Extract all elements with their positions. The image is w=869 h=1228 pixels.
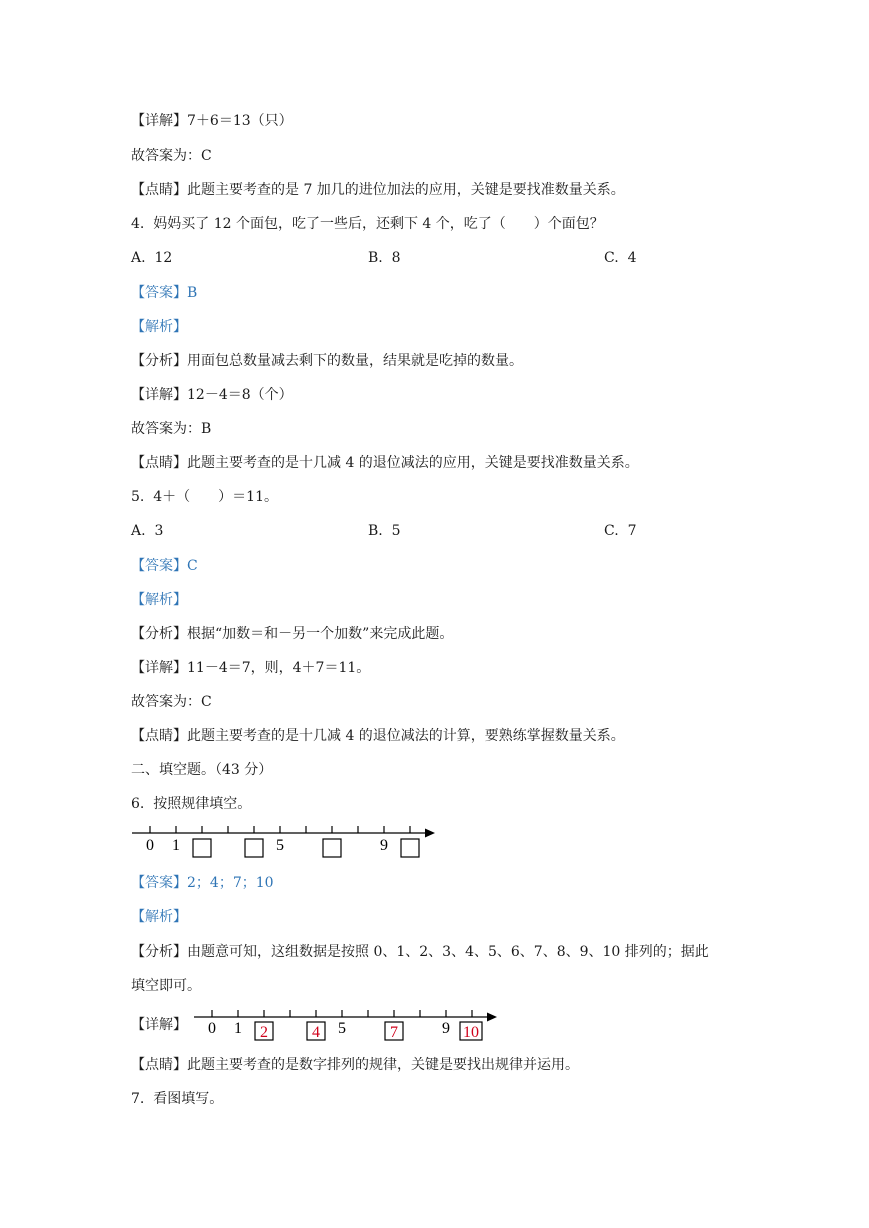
q4-fenxi: 【分析】用面包总数量减去剩下的数量，结果就是吃掉的数量。 (131, 353, 523, 369)
tick-label-5: 5 (276, 837, 284, 854)
q3-detail: 【详解】7＋6＝13（只） (131, 113, 293, 129)
q6-stem: 6. 按照规律填空。 (131, 796, 252, 812)
q5-stem: 5. 4＋（ ）＝11。 (131, 489, 278, 505)
q4-comment: 【点睛】此题主要考查的是十几减 4 的退位减法的应用，关键是要找准数量关系。 (131, 455, 639, 471)
q4-analysis-heading: 【解析】 (131, 319, 187, 335)
detail-tick-label-0: 0 (208, 1020, 216, 1037)
q6-detail-number-line (190, 1006, 500, 1046)
q5-option-b: B. 5 (368, 523, 401, 539)
detail-tick-label-1: 1 (234, 1020, 242, 1037)
tick-label-9: 9 (380, 837, 388, 854)
tick-label-1: 1 (172, 837, 180, 854)
q6-answer: 【答案】2；4；7；10 (131, 875, 274, 891)
q5-answer: 【答案】C (131, 558, 198, 574)
blank-box-4 (401, 839, 419, 857)
filled-value-7: 7 (390, 1024, 398, 1041)
q4-answer: 【答案】B (131, 285, 198, 301)
q5-detail: 【详解】11－4＝7，则，4＋7＝11。 (131, 660, 371, 676)
q5-final-answer: 故答案为：C (131, 694, 212, 710)
q3-final-answer: 故答案为：C (131, 148, 212, 164)
tick-label-0: 0 (146, 837, 154, 854)
blank-box-2 (245, 839, 263, 857)
section-heading: 二、填空题。（43 分） (131, 762, 273, 778)
q5-option-c: C. 7 (604, 523, 637, 539)
q5-analysis-heading: 【解析】 (131, 592, 187, 608)
q4-detail: 【详解】12－4＝8（个） (131, 387, 293, 403)
q7-stem: 7. 看图填写。 (131, 1091, 224, 1107)
q6-detail-label: 【详解】 (131, 1017, 187, 1033)
q6-number-line (128, 822, 440, 862)
blank-box-1 (193, 839, 211, 857)
filled-value-4: 4 (312, 1024, 320, 1041)
q6-comment: 【点睛】此题主要考查的是数字排列的规律，关键是要找出规律并运用。 (131, 1057, 579, 1073)
detail-tick-label-9: 9 (442, 1020, 450, 1037)
q6-fenxi-line2: 填空即可。 (131, 978, 201, 994)
q4-stem: 4. 妈妈买了 12 个面包，吃了一些后，还剩下 4 个，吃了（ ）个面包？ (131, 216, 604, 232)
q4-option-b: B. 8 (368, 250, 401, 266)
q5-comment: 【点睛】此题主要考查的是十几减 4 的退位减法的计算，要熟练掌握数量关系。 (131, 728, 625, 744)
q6-analysis-heading: 【解析】 (131, 909, 187, 925)
blank-box-3 (323, 839, 341, 857)
filled-value-2: 2 (260, 1024, 268, 1041)
q5-fenxi: 【分析】根据“加数＝和－另一个加数”来完成此题。 (131, 626, 454, 642)
q3-comment: 【点睛】此题主要考查的是 7 加几的进位加法的应用，关键是要找准数量关系。 (131, 182, 625, 198)
q6-fenxi-line1: 【分析】由题意可知，这组数据是按照 0、1、2、3、4、5、6、7、8、9、10 排列的；据此 (131, 944, 709, 960)
detail-tick-label-5: 5 (338, 1020, 346, 1037)
filled-value-10: 10 (463, 1024, 479, 1041)
q4-final-answer: 故答案为：B (131, 421, 212, 437)
q5-option-a: A. 3 (131, 523, 164, 539)
q4-option-a: A. 12 (131, 250, 173, 266)
q4-option-c: C. 4 (604, 250, 637, 266)
